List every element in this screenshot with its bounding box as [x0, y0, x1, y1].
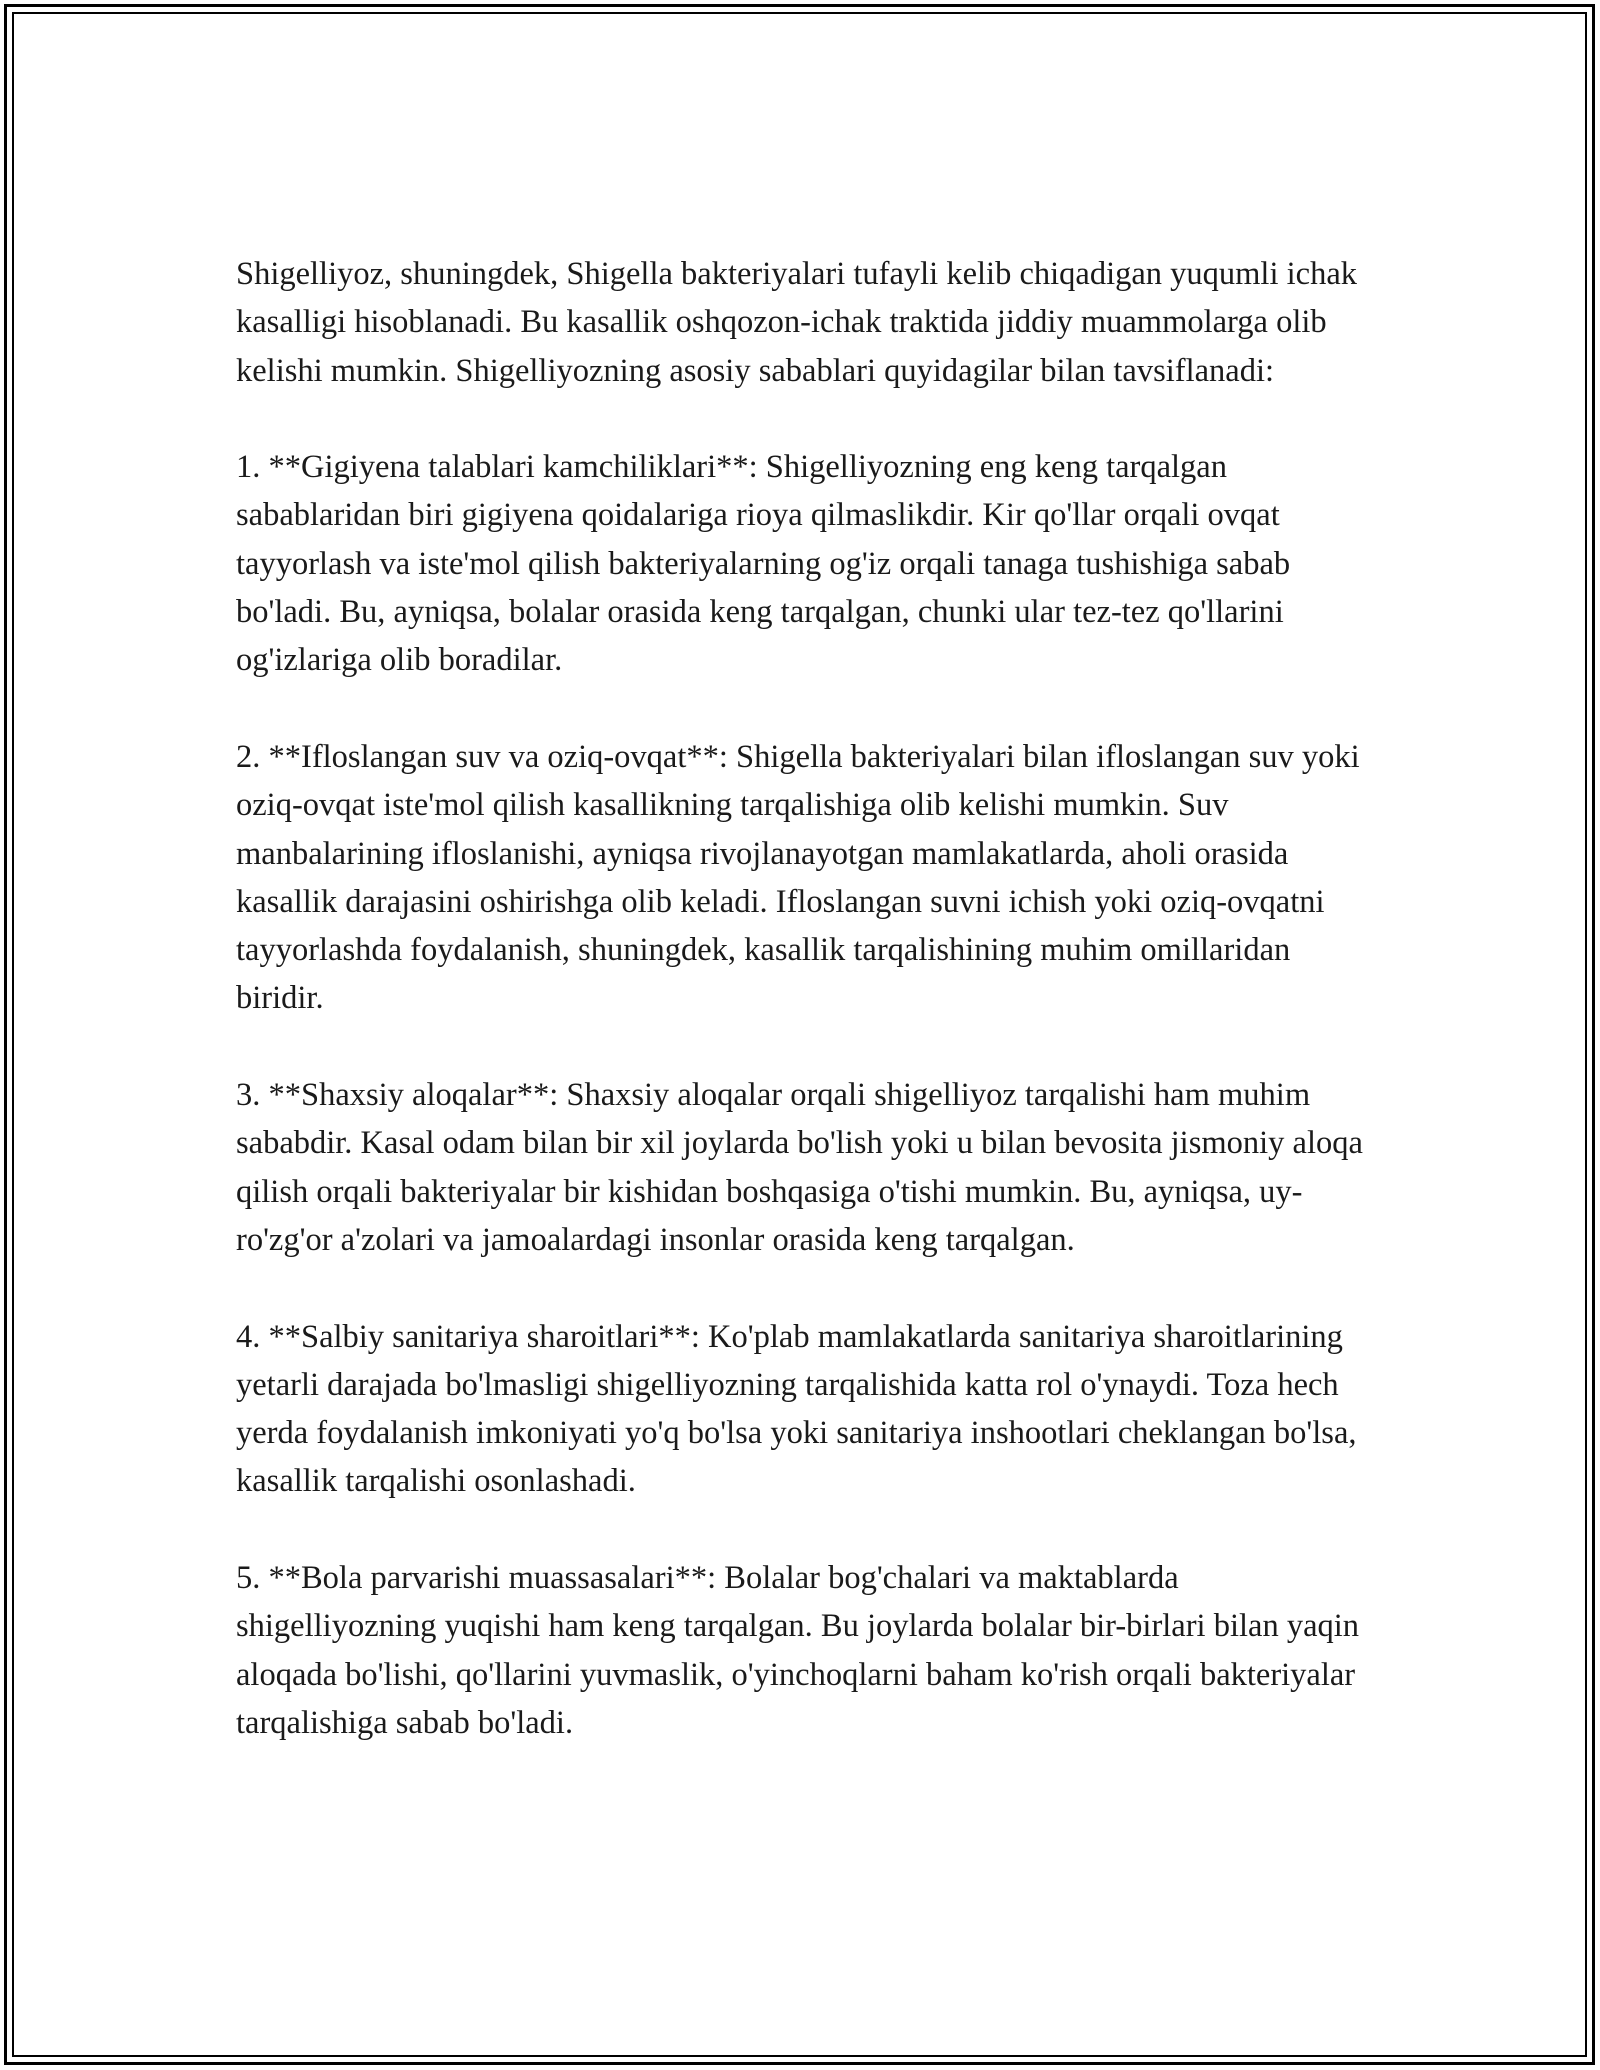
list-item-poor-sanitation: 4. **Salbiy sanitariya sharoitlari**: Ko'plab mamlakatlarda sanitariya sharoitlarining yetarli darajada bo'lmasligi shigelliyozning tarqalishida katta rol o'ynaydi. Toza hech yerda foydalanish imkoniyati yo'q bo'lsa yoki sanitariya inshootlari cheklangan bo'lsa, kasallik tarqalishi osonlashadi. — [236, 1318, 1357, 1500]
list-item-child-care-facilities: 5. **Bola parvarishi muassasalari**: Bolalar bog'chalari va maktablarda shigelliyozning yuqishi ham keng tarqalgan. Bu joylarda bolalar bir-birlari bilan yaqin aloqada bo'lishi, qo'llarini yuvmaslik, o'yinchoqlarni baham ko'rish orqali bakteriyalar tarqalishiga sabab bo'ladi. — [236, 1560, 1360, 1741]
list-item-contaminated-water-food: 2. **Ifloslangan suv va oziq-ovqat**: Shigella bakteriyalari bilan ifloslangan suv yoki oziq-ovqat iste'mol qilish kasallikning tarqalishiga olib kelishi mumkin. Suv manbalarining ifloslanishi, ayniqsa rivojlanayotgan mamlakatlarda, aholi orasida kasallik darajasini oshirishga olib keladi. Ifloslangan suvni ichish yoki oziq-ovqatni tayyorlashda foydalanish, shuningdek, kasallik tarqalishining muhim omillaridan biridir. — [236, 738, 1360, 1017]
list-item-hygiene: 1. **Gigiyena talablari kamchiliklari**: Shigelliyozning eng keng tarqalgan sabablaridan biri gigiyena qoidalariga rioya qilmaslikdir. Kir qo'llar orqali ovqat tayyorlash va iste'mol qilish bakteriyalarning og'iz orqali tanaga tushishiga sabab bo'ladi. Bu, ayniqsa, bolalar orasida keng tarqalgan, chunki ular tez-tez qo'llarini og'izlariga olib boradilar. — [236, 449, 1291, 679]
list-item-personal-contact: 3. **Shaxsiy aloqalar**: Shaxsiy aloqalar orqali shigelliyoz tarqalishi ham muhim sababdir. Kasal odam bilan bir xil joylarda bo'lish yoki u bilan bevosita jismoniy aloqa qilish orqali bakteriyalar bir kishidan boshqasiga o'tishi mumkin. Bu, ayniqsa, uy-ro'zg'or a'zolari va jamoalardagi insonlar orasida keng tarqalgan. — [236, 1077, 1363, 1258]
document-body — [236, 250, 1366, 1796]
intro-paragraph: Shigelliyoz, shuningdek, Shigella bakteriyalari tufayli kelib chiqadigan yuqumli ichak kasalligi hisoblanadi. Bu kasallik oshqozon-ichak traktida jiddiy muammolarga olib kelishi mumkin. Shigelliyozning asosiy sabablari quyidagilar bilan tavsiflanadi: — [236, 256, 1357, 389]
